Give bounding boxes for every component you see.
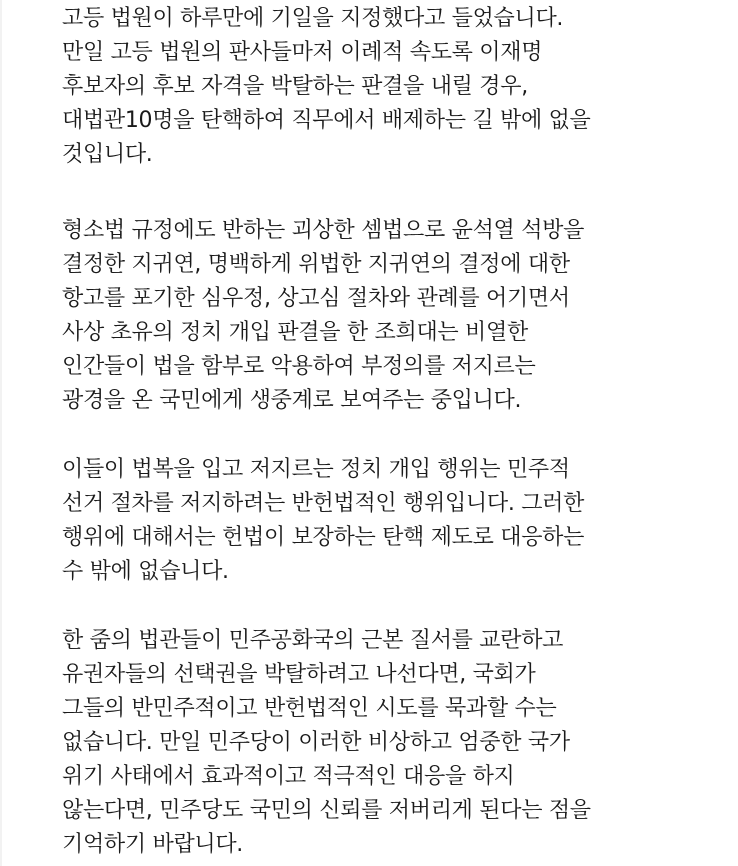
text-line: 것입니다.	[62, 142, 153, 167]
text-line: 후보자의 후보 자격을 박탈하는 판결을 내릴 경우,	[62, 74, 528, 99]
text-line: 기억하기 바랍니다.	[62, 832, 244, 857]
text-line: 인간들이 법을 함부로 악용하여 부정의를 저지르는	[62, 354, 536, 379]
text-line: 고등 법원이 하루만에 기일을 지정했다고 들었습니다.	[62, 6, 564, 31]
paragraph-3	[62, 453, 734, 589]
text-line: 사상 초유의 정치 개입 판결을 한 조희대는 비열한	[62, 320, 528, 345]
text-line: 만일 고등 법원의 판사들마저 이례적 속도록 이재명	[62, 40, 543, 65]
text-line: 않는다면, 민주당도 국민의 신뢰를 저버리게 된다는 점을	[62, 798, 591, 823]
text-line: 대법관10명을 탄핵하여 직무에서 배제하는 길 밖에 없을	[62, 108, 591, 133]
paragraph-2	[62, 214, 734, 418]
left-edge-divider	[0, 0, 2, 866]
paragraph-1	[62, 2, 734, 172]
text-line: 이들이 법복을 입고 저지르는 정치 개입 행위는 민주적	[62, 457, 570, 482]
text-line: 수 밖에 없습니다.	[62, 559, 229, 584]
text-line: 항고를 포기한 심우정, 상고심 절차와 관례를 어기면서	[62, 286, 570, 311]
text-line: 한 줌의 법관들이 민주공화국의 근본 질서를 교란하고	[62, 628, 564, 653]
text-line: 그들의 반민주적이고 반헌법적인 시도를 묵과할 수는	[62, 696, 557, 721]
paragraph-4	[62, 624, 734, 862]
text-line: 행위에 대해서는 헌법이 보장하는 탄핵 제도로 대응하는	[62, 525, 585, 550]
text-line: 형소법 규정에도 반하는 괴상한 셈법으로 윤석열 석방을	[62, 218, 585, 243]
text-line: 광경을 온 국민에게 생중계로 보여주는 중입니다.	[62, 388, 522, 413]
text-line: 없습니다. 만일 민주당이 이러한 비상하고 엄중한 국가	[62, 730, 570, 755]
text-line: 선거 절차를 저지하려는 반헌법적인 행위입니다. 그러한	[62, 491, 585, 516]
text-line: 유권자들의 선택권을 박탈하려고 나선다면, 국회가	[62, 662, 536, 687]
text-line: 위기 사태에서 효과적이고 적극적인 대응을 하지	[62, 764, 515, 789]
text-line: 결정한 지귀연, 명백하게 위법한 지귀연의 결정에 대한	[62, 252, 570, 277]
